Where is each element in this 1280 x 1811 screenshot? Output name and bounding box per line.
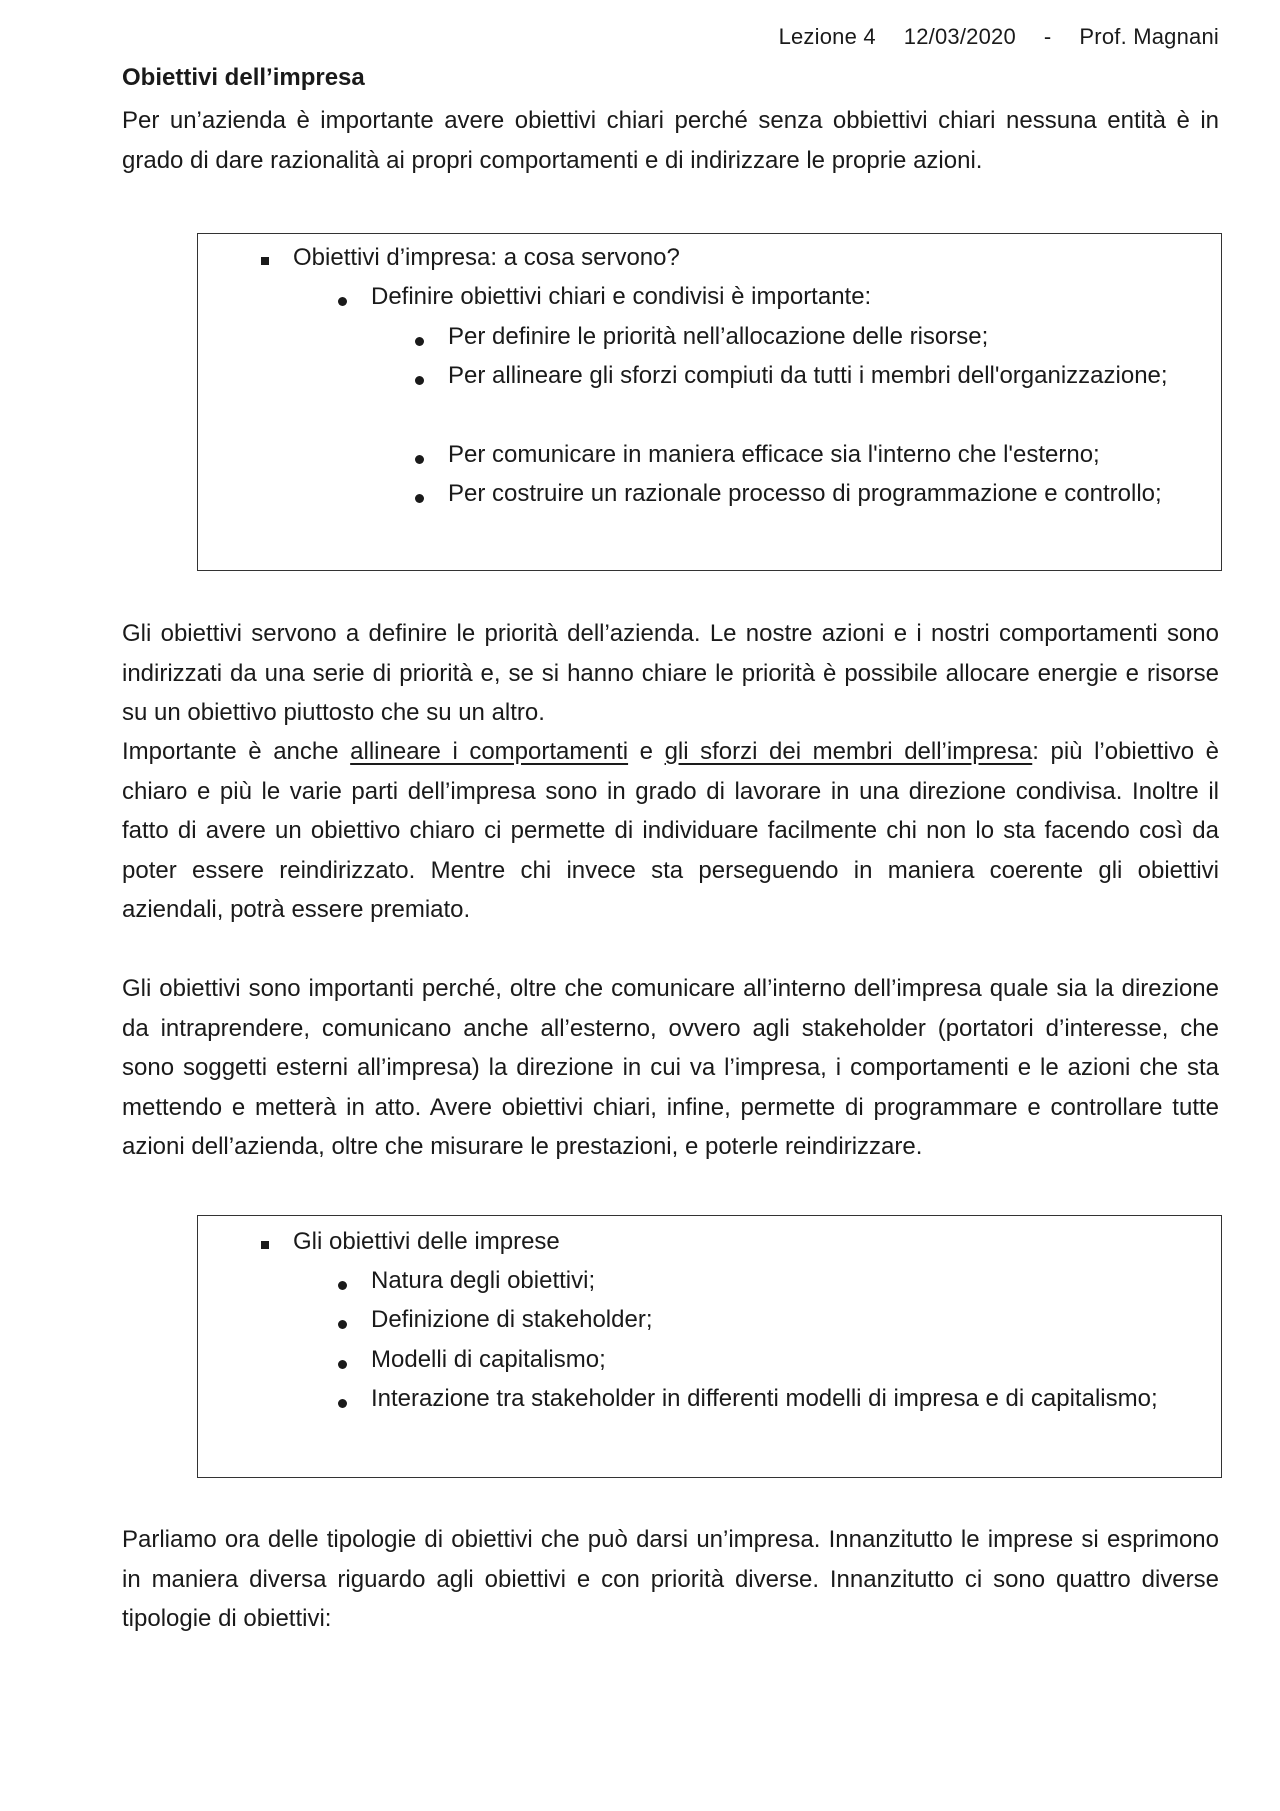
header-separator: - bbox=[1043, 24, 1052, 49]
underlined-phrase: allineare i comportamenti bbox=[350, 738, 629, 765]
round-bullet-icon bbox=[338, 1281, 347, 1290]
box1-item-1: Per definire le priorità nell’allocazione delle risorse; bbox=[448, 323, 989, 350]
round-bullet-icon bbox=[338, 1320, 347, 1329]
summary-box-1 bbox=[197, 233, 1222, 571]
typology-paragraph: Parliamo ora delle tipologie di obiettivi che può darsi un’impresa. Innanzitutto le imprese si esprimono in maniera diversa riguardo agli obiettivi e con priorità diverse. Innanzitutto ci sono quattro diverse tipologie di obiettivi: bbox=[122, 1526, 1219, 1632]
intro-paragraph: Per un’azienda è importante avere obiettivi chiari perché senza obbiettivi chiari nessuna entità è in grado di dare razionalità ai propri comportamenti e di indirizzare le proprie azioni. bbox=[122, 107, 1219, 174]
box1-heading: Obiettivi d’impresa: a cosa servono? bbox=[293, 244, 680, 271]
alignment-paragraph: Importante è anche allineare i comportamenti e gli sforzi dei membri dell’impresa: più l’obiettivo è chiaro e più le varie parti dell’impresa sono in grado di lavorare in una direzione condivisa. Inoltre il fatto di avere un obiettivo chiaro ci permette di individuare facilmente chi non lo sta facendo così da poter essere reindirizzato. Mentre chi invece sta perseguendo in maniera coerente gli obiettivi aziendali, potrà essere premiato. bbox=[122, 738, 1220, 923]
underlined-phrase: gli sforzi dei membri dell’impresa bbox=[664, 738, 1033, 765]
priorities-paragraph: Gli obiettivi servono a definire le priorità dell’azienda. Le nostre azioni e i nostri comportamenti sono indirizzati da una serie di priorità e, se si hanno chiare le priorità è possibile allocare energie e risorse su un obiettivo piuttosto che su un altro. bbox=[122, 620, 1219, 726]
section-title: Obiettivi dell’impresa bbox=[122, 64, 365, 91]
lesson-label: Lezione 4 bbox=[778, 24, 876, 49]
box2-heading: Gli obiettivi delle imprese bbox=[293, 1228, 560, 1255]
round-bullet-icon bbox=[415, 376, 424, 385]
round-bullet-icon bbox=[338, 297, 347, 306]
round-bullet-icon bbox=[415, 494, 424, 503]
box1-item-3: Per comunicare in maniera efficace sia l'interno che l'esterno; bbox=[448, 441, 1100, 468]
box1-subheading: Definire obiettivi chiari e condivisi è importante: bbox=[371, 283, 872, 310]
square-bullet-icon bbox=[261, 257, 269, 265]
lesson-date: 12/03/2020 bbox=[903, 24, 1016, 49]
box1-item-2: Per allineare gli sforzi compiuti da tutti i membri dell'organizzazione; bbox=[448, 362, 1168, 389]
professor-name: Prof. Magnani bbox=[1079, 24, 1219, 49]
round-bullet-icon bbox=[415, 337, 424, 346]
square-bullet-icon bbox=[261, 1241, 269, 1249]
box2-item-3: Modelli di capitalismo; bbox=[371, 1346, 606, 1373]
box1-item-4: Per costruire un razionale processo di programmazione e controllo; bbox=[448, 480, 1162, 507]
page-header bbox=[122, 24, 1219, 50]
box2-item-1: Natura degli obiettivi; bbox=[371, 1267, 596, 1294]
round-bullet-icon bbox=[338, 1360, 347, 1369]
round-bullet-icon bbox=[415, 455, 424, 464]
summary-box-2 bbox=[197, 1215, 1222, 1478]
box2-item-4: Interazione tra stakeholder in differenti modelli di impresa e di capitalismo; bbox=[371, 1385, 1158, 1412]
box2-item-2: Definizione di stakeholder; bbox=[371, 1306, 653, 1333]
stakeholder-paragraph: Gli obiettivi sono importanti perché, oltre che comunicare all’interno dell’impresa quale sia la direzione da intraprendere, comunicano anche all’esterno, ovvero agli stakeholder (portatori d’interesse, che sono soggetti esterni all’impresa) la direzione in cui va l’impresa, i comportamenti e le azioni che sta mettendo e metterà in atto. Avere obiettivi chiari, infine, permette di programmare e controllare tutte azioni dell’azienda, oltre che misurare le prestazioni, e poterle reindirizzare. bbox=[122, 975, 1219, 1160]
round-bullet-icon bbox=[338, 1399, 347, 1408]
